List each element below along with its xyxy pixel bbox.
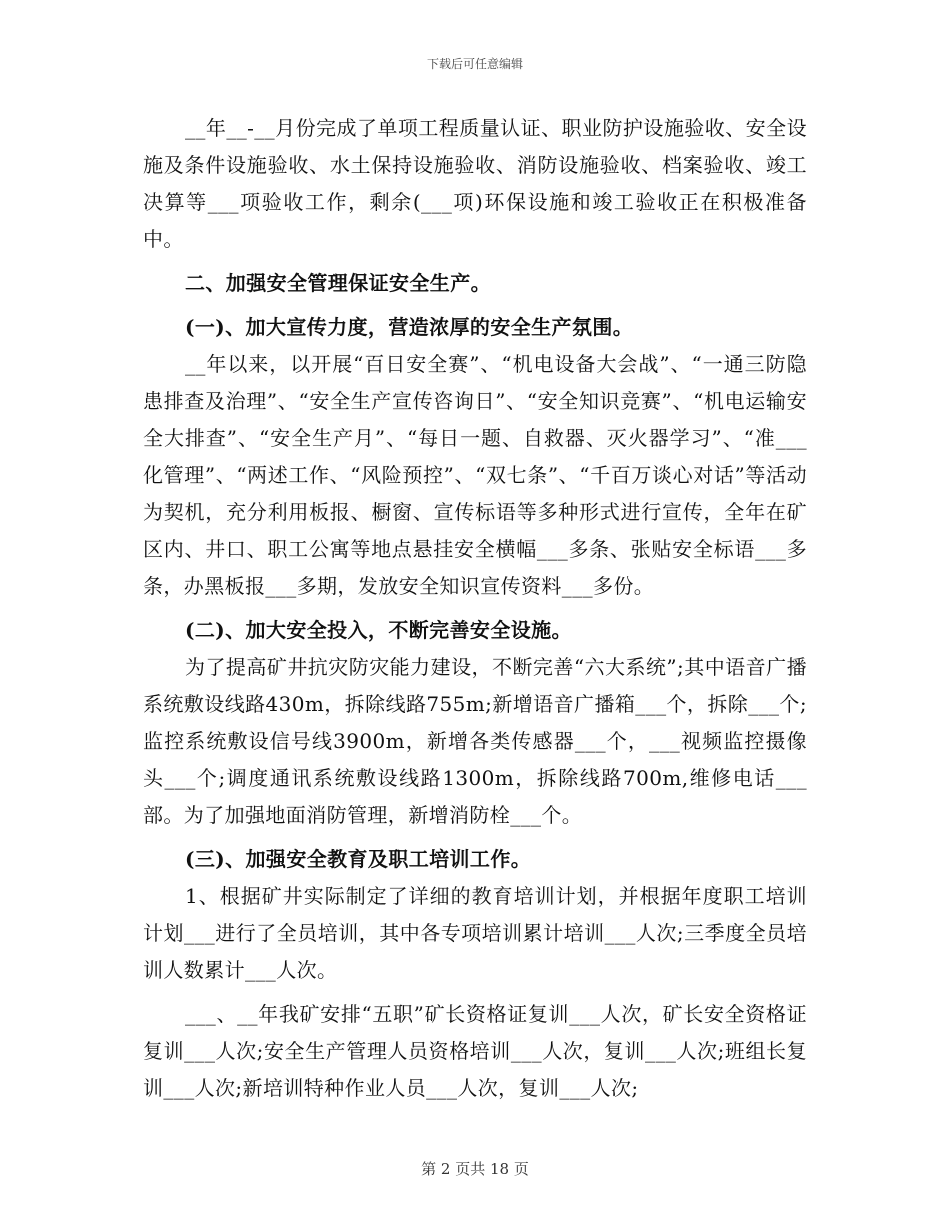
- subheading-training: (三)、加强安全教育及职工培训工作。: [185, 847, 532, 871]
- document-body: [143, 110, 807, 1107]
- paragraph-acceptance: __年__-__月份完成了单项工程质量认证、职业防护设施验收、安全设施及条件设施验收、水土保持设施验收、消防设施验收、档案验收、竣工决算等___项验收工作，剩余(___项)环保设施和竣工验收正在积极准备中。: [143, 116, 807, 251]
- section-heading-safety-management: 二、加强安全管理保证安全生产。: [185, 271, 491, 295]
- paragraph-training-plan: 1、根据矿井实际制定了详细的教育培训计划，并根据年度职工培训计划___进行了全员培训，其中各专项培训累计培训___人次;三季度全员培训人数累计___人次。: [143, 884, 807, 982]
- page-footer: 第 2 页共 18 页: [421, 1160, 529, 1178]
- subheading-publicity: (一)、加大宣传力度，营造浓厚的安全生产氛围。: [185, 315, 634, 339]
- subheading-investment: (二)、加大安全投入，不断完善安全设施。: [185, 618, 572, 642]
- paragraph-investment: 为了提高矿井抗灾防灾能力建设，不断完善“六大系统”;其中语音广播系统敷设线路430m，拆除线路755m;新增语音广播箱___个，拆除___个;监控系统敷设信号线3900m，新增各类传感器___个，___视频监控摄像头___个;调度通讯系统敷设线路1300m，拆除线路700m,维修电话___部。为了加强地面消防管理，新增消防栓___个。: [143, 655, 807, 827]
- paragraph-publicity: __年以来，以开展“百日安全赛”、“机电设备大会战”、“一通三防隐患排查及治理”、“安全生产宣传咨询日”、“安全知识竞赛”、“机电运输安全大排查”、“安全生产月”、“每日一题、自救器、灭火器学习”、“准___化管理”、“两述工作、“风险预控”、“双七条”、“千百万谈心对话”等活动为契机，充分利用板报、橱窗、宣传标语等多种形式进行宣传，全年在矿区内、井口、职工公寓等地点悬挂安全横幅___多条、张贴安全标语___多条，办黑板报___多期，发放安全知识宣传资料___多份。: [143, 352, 807, 598]
- paragraph-training-stats: ___、__年我矿安排“五职”矿长资格证复训___人次，矿长安全资格证复训___人次;安全生产管理人员资格培训___人次，复训___人次;班组长复训___人次;新培训特种作业人员___人次，复训___人次;: [143, 1002, 807, 1100]
- page-header: 下载后可任意编辑: [426, 57, 523, 71]
